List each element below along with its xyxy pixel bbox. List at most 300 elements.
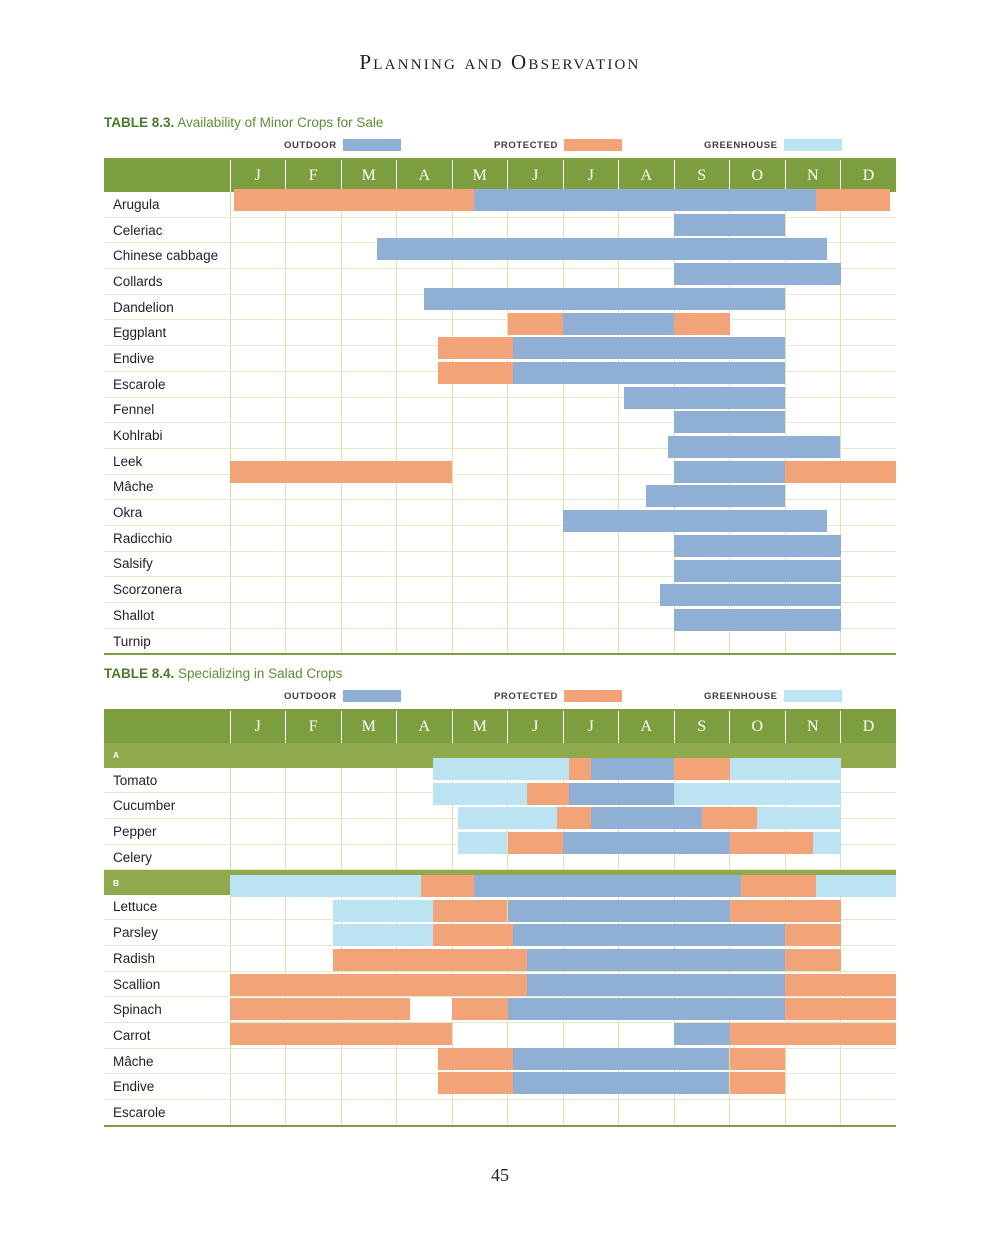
month-cell: [674, 895, 730, 920]
month-cell: [452, 971, 508, 997]
month-cell: [508, 1074, 564, 1100]
table-8-3-head: [104, 159, 896, 192]
month-cell: [452, 269, 508, 295]
month-cell: [452, 577, 508, 603]
month-cell: [508, 577, 564, 603]
month-cell: [508, 500, 564, 526]
month-cell: [619, 946, 675, 972]
month-cell: [230, 525, 286, 551]
month-cell: [730, 1023, 786, 1049]
table-8-4-block: [104, 666, 896, 1127]
month-cell: [785, 192, 841, 217]
month-cell: [674, 500, 730, 526]
month-cell: [674, 243, 730, 269]
month-cell: [841, 217, 897, 243]
month-cell: [397, 423, 453, 449]
month-cell: [508, 294, 564, 320]
month-cell: [230, 1100, 286, 1126]
month-cell: [563, 269, 619, 295]
table-row: [104, 397, 896, 423]
month-cell: [230, 920, 286, 946]
legend-item-protected: [494, 139, 622, 151]
month-cell: [563, 320, 619, 346]
month-cell: [508, 192, 564, 217]
month-cell: [230, 946, 286, 972]
month-cell: [785, 971, 841, 997]
month-cell: [397, 371, 453, 397]
table-row: [104, 628, 896, 654]
table-row: [104, 500, 896, 526]
month-cell: [674, 448, 730, 474]
month-cell: [286, 793, 342, 819]
month-cell: [563, 474, 619, 500]
month-cell: [341, 895, 397, 920]
month-cell: [619, 793, 675, 819]
month-cell: [397, 192, 453, 217]
month-cell: [508, 819, 564, 845]
month-cell: [619, 895, 675, 920]
month-cell: [452, 397, 508, 423]
month-cell: [674, 603, 730, 629]
legend-swatch-outdoor-2: [343, 690, 401, 702]
month-cell: [508, 1100, 564, 1126]
crop-name-cell: Collards: [104, 269, 230, 295]
table-row: [104, 819, 896, 845]
month-cell: [508, 768, 564, 793]
month-cell: [674, 577, 730, 603]
month-cell: [508, 895, 564, 920]
month-header-M-2: M: [341, 159, 397, 192]
month-cell: [341, 448, 397, 474]
month-cell: [230, 819, 286, 845]
month-cell: [730, 768, 786, 793]
month-cell: [841, 920, 897, 946]
month-cell: [286, 1074, 342, 1100]
month-cell: [563, 793, 619, 819]
month-cell: [563, 525, 619, 551]
month-cell: [341, 551, 397, 577]
month-cell: [341, 192, 397, 217]
month-cell: [730, 192, 786, 217]
month-cell: [452, 946, 508, 972]
month-cell: [785, 243, 841, 269]
month-cell: [563, 920, 619, 946]
month-header-M-4: M: [452, 710, 508, 743]
table-8-4-body: [104, 743, 896, 1126]
month-cell: [785, 768, 841, 793]
month-cell: [730, 500, 786, 526]
month-cell: [785, 525, 841, 551]
month-cell: [619, 500, 675, 526]
table-8-3-caption: [104, 115, 896, 130]
crop-name-cell: Lettuce: [104, 895, 230, 920]
month-cell: [841, 1023, 897, 1049]
month-cell: [785, 577, 841, 603]
table-8-3-body: [104, 192, 896, 654]
month-cell: [730, 997, 786, 1023]
crop-name-cell: Turnip: [104, 628, 230, 654]
month-cell: [674, 192, 730, 217]
month-cell: [730, 1048, 786, 1074]
month-cell: [230, 474, 286, 500]
legend-item-greenhouse-2: [704, 690, 842, 702]
month-cell: [341, 269, 397, 295]
table-8-4-number: TABLE 8.4.: [104, 666, 175, 681]
month-cell: [730, 397, 786, 423]
table-row: [104, 217, 896, 243]
month-cell: [563, 768, 619, 793]
crop-name-cell: Tomato: [104, 768, 230, 793]
month-cell: [508, 793, 564, 819]
table-8-4: [104, 709, 896, 1127]
month-cell: [785, 423, 841, 449]
month-cell: [341, 294, 397, 320]
month-cell: [452, 628, 508, 654]
month-cell: [730, 217, 786, 243]
crop-name-cell: Chinese cabbage: [104, 243, 230, 269]
table-row: [104, 320, 896, 346]
month-cell: [397, 269, 453, 295]
month-cell: [286, 603, 342, 629]
month-cell: [341, 603, 397, 629]
crop-name-cell: Dandelion: [104, 294, 230, 320]
month-cell: [341, 320, 397, 346]
month-cell: [286, 844, 342, 870]
month-cell: [230, 793, 286, 819]
month-cell: [230, 603, 286, 629]
month-cell: [341, 371, 397, 397]
month-cell: [452, 474, 508, 500]
month-cell: [730, 895, 786, 920]
table-8-3: [104, 158, 896, 655]
section-label: A: [104, 743, 896, 768]
month-cell: [674, 371, 730, 397]
legend-item-protected-2: [494, 690, 622, 702]
month-cell: [785, 920, 841, 946]
month-cell: [674, 474, 730, 500]
month-cell: [785, 1023, 841, 1049]
crop-name-cell: Celery: [104, 844, 230, 870]
month-cell: [674, 551, 730, 577]
month-cell: [230, 269, 286, 295]
month-cell: [230, 217, 286, 243]
crop-name-cell: Carrot: [104, 1023, 230, 1049]
month-cell: [397, 448, 453, 474]
month-cell: [785, 551, 841, 577]
table-row: [104, 793, 896, 819]
month-cell: [619, 971, 675, 997]
month-cell: [452, 895, 508, 920]
month-cell: [286, 525, 342, 551]
month-cell: [563, 346, 619, 372]
table-row: [104, 423, 896, 449]
month-cell: [397, 243, 453, 269]
legend-label-protected: PROTECTED: [494, 139, 558, 151]
month-cell: [341, 577, 397, 603]
table-row: [104, 577, 896, 603]
table-8-4-title: Specializing in Salad Crops: [178, 666, 343, 681]
section-label: B: [104, 870, 896, 895]
table-row: [104, 371, 896, 397]
month-cell: [230, 192, 286, 217]
month-cell: [841, 577, 897, 603]
month-cell: [785, 269, 841, 295]
month-cell: [841, 269, 897, 295]
month-cell: [341, 793, 397, 819]
crop-name-cell: Arugula: [104, 192, 230, 217]
legend-item-outdoor-2: [284, 690, 401, 702]
month-cell: [230, 243, 286, 269]
month-cell: [674, 819, 730, 845]
month-cell: [397, 525, 453, 551]
month-cell: [730, 371, 786, 397]
month-cell: [452, 920, 508, 946]
table-8-4-caption: [104, 666, 896, 681]
month-cell: [341, 474, 397, 500]
month-cell: [452, 217, 508, 243]
crop-name-cell: Radicchio: [104, 525, 230, 551]
table-row: [104, 448, 896, 474]
month-cell: [397, 997, 453, 1023]
month-cell: [286, 1023, 342, 1049]
month-cell: [841, 371, 897, 397]
month-cell: [508, 603, 564, 629]
month-cell: [230, 895, 286, 920]
month-cell: [341, 971, 397, 997]
month-cell: [841, 895, 897, 920]
month-cell: [341, 346, 397, 372]
month-cell: [619, 320, 675, 346]
month-cell: [341, 423, 397, 449]
month-cell: [230, 1048, 286, 1074]
month-cell: [674, 1048, 730, 1074]
legend-item-greenhouse: [704, 139, 842, 151]
month-cell: [563, 1023, 619, 1049]
month-cell: [508, 844, 564, 870]
month-cell: [674, 217, 730, 243]
month-cell: [674, 346, 730, 372]
month-cell: [508, 525, 564, 551]
month-cell: [341, 819, 397, 845]
month-cell: [563, 397, 619, 423]
month-header-O-9: O: [730, 710, 786, 743]
month-cell: [230, 844, 286, 870]
month-header-J-0: J: [230, 710, 286, 743]
month-cell: [619, 1100, 675, 1126]
month-cell: [341, 1048, 397, 1074]
month-cell: [286, 500, 342, 526]
month-cell: [286, 997, 342, 1023]
crop-name-cell: Scorzonera: [104, 577, 230, 603]
month-cell: [508, 997, 564, 1023]
month-cell: [563, 819, 619, 845]
crop-name-cell: Eggplant: [104, 320, 230, 346]
month-cell: [730, 294, 786, 320]
month-cell: [674, 628, 730, 654]
month-header-S-8: S: [674, 159, 730, 192]
crop-name-cell: Salsify: [104, 551, 230, 577]
month-cell: [785, 628, 841, 654]
table-row: [104, 474, 896, 500]
table-row: [104, 920, 896, 946]
month-cell: [508, 628, 564, 654]
month-cell: [230, 294, 286, 320]
crop-column-header-2: [104, 710, 230, 743]
month-cell: [286, 294, 342, 320]
crop-name-cell: Okra: [104, 500, 230, 526]
month-cell: [508, 397, 564, 423]
crop-name-cell: Pepper: [104, 819, 230, 845]
month-cell: [730, 628, 786, 654]
month-cell: [341, 844, 397, 870]
month-cell: [619, 423, 675, 449]
month-cell: [397, 603, 453, 629]
legend-swatch-protected: [564, 139, 622, 151]
month-cell: [230, 577, 286, 603]
month-cell: [286, 192, 342, 217]
crop-name-cell: Endive: [104, 346, 230, 372]
month-cell: [841, 819, 897, 845]
month-cell: [841, 346, 897, 372]
month-cell: [619, 192, 675, 217]
month-header-S-8: S: [674, 710, 730, 743]
month-cell: [730, 320, 786, 346]
month-cell: [230, 1023, 286, 1049]
month-cell: [508, 920, 564, 946]
month-cell: [341, 1074, 397, 1100]
month-cell: [230, 628, 286, 654]
month-cell: [785, 320, 841, 346]
month-cell: [286, 397, 342, 423]
month-cell: [674, 423, 730, 449]
legend-swatch-greenhouse-2: [784, 690, 842, 702]
month-cell: [563, 603, 619, 629]
month-cell: [341, 920, 397, 946]
legend-label-protected-2: PROTECTED: [494, 690, 558, 702]
table-row: [104, 243, 896, 269]
crop-name-cell: Radish: [104, 946, 230, 972]
month-cell: [563, 371, 619, 397]
month-cell: [452, 768, 508, 793]
month-cell: [508, 448, 564, 474]
crop-name-cell: Spinach: [104, 997, 230, 1023]
month-cell: [452, 346, 508, 372]
table-row: [104, 192, 896, 217]
month-cell: [397, 397, 453, 423]
month-header-F-1: F: [286, 710, 342, 743]
month-cell: [563, 448, 619, 474]
month-cell: [841, 793, 897, 819]
month-cell: [841, 525, 897, 551]
month-cell: [397, 920, 453, 946]
month-cell: [452, 997, 508, 1023]
legend-label-greenhouse: GREENHOUSE: [704, 139, 778, 151]
month-header-A-3: A: [397, 159, 453, 192]
month-cell: [841, 397, 897, 423]
table-row: [104, 525, 896, 551]
month-cell: [619, 997, 675, 1023]
table-row: [104, 269, 896, 295]
month-cell: [508, 946, 564, 972]
month-cell: [785, 397, 841, 423]
month-cell: [452, 551, 508, 577]
month-cell: [452, 793, 508, 819]
month-cell: [619, 628, 675, 654]
month-cell: [674, 793, 730, 819]
month-cell: [785, 448, 841, 474]
table-row: [104, 1048, 896, 1074]
month-cell: [286, 768, 342, 793]
month-cell: [619, 525, 675, 551]
month-header-A-3: A: [397, 710, 453, 743]
month-cell: [730, 819, 786, 845]
legend-swatch-protected-2: [564, 690, 622, 702]
month-cell: [619, 819, 675, 845]
month-cell: [452, 525, 508, 551]
month-cell: [286, 243, 342, 269]
month-cell: [619, 920, 675, 946]
month-cell: [286, 551, 342, 577]
month-cell: [563, 895, 619, 920]
month-cell: [619, 269, 675, 295]
month-cell: [619, 397, 675, 423]
month-cell: [619, 1048, 675, 1074]
section-header-row: [104, 743, 896, 768]
month-cell: [563, 628, 619, 654]
month-header-N-10: N: [785, 710, 841, 743]
crop-name-cell: Celeriac: [104, 217, 230, 243]
month-cell: [785, 946, 841, 972]
month-cell: [286, 628, 342, 654]
month-cell: [841, 500, 897, 526]
table-row: [104, 1100, 896, 1126]
month-cell: [452, 423, 508, 449]
month-cell: [619, 1074, 675, 1100]
month-cell: [619, 448, 675, 474]
month-cell: [619, 294, 675, 320]
month-header-D-11: D: [841, 159, 897, 192]
table-row: [104, 603, 896, 629]
table-row: [104, 768, 896, 793]
month-cell: [841, 946, 897, 972]
month-cell: [730, 946, 786, 972]
month-cell: [730, 603, 786, 629]
month-cell: [841, 294, 897, 320]
month-cell: [730, 269, 786, 295]
month-cell: [508, 971, 564, 997]
month-header-N-10: N: [785, 159, 841, 192]
month-cell: [452, 192, 508, 217]
month-cell: [452, 243, 508, 269]
month-cell: [286, 920, 342, 946]
month-cell: [230, 448, 286, 474]
month-cell: [508, 217, 564, 243]
crop-name-cell: Shallot: [104, 603, 230, 629]
month-cell: [397, 346, 453, 372]
month-cell: [619, 217, 675, 243]
month-cell: [674, 1100, 730, 1126]
month-cell: [619, 844, 675, 870]
month-cell: [286, 474, 342, 500]
month-cell: [730, 448, 786, 474]
month-cell: [841, 997, 897, 1023]
table-row: [104, 997, 896, 1023]
month-cell: [730, 474, 786, 500]
table-row: [104, 844, 896, 870]
month-cell: [730, 551, 786, 577]
month-cell: [785, 1100, 841, 1126]
month-cell: [674, 971, 730, 997]
